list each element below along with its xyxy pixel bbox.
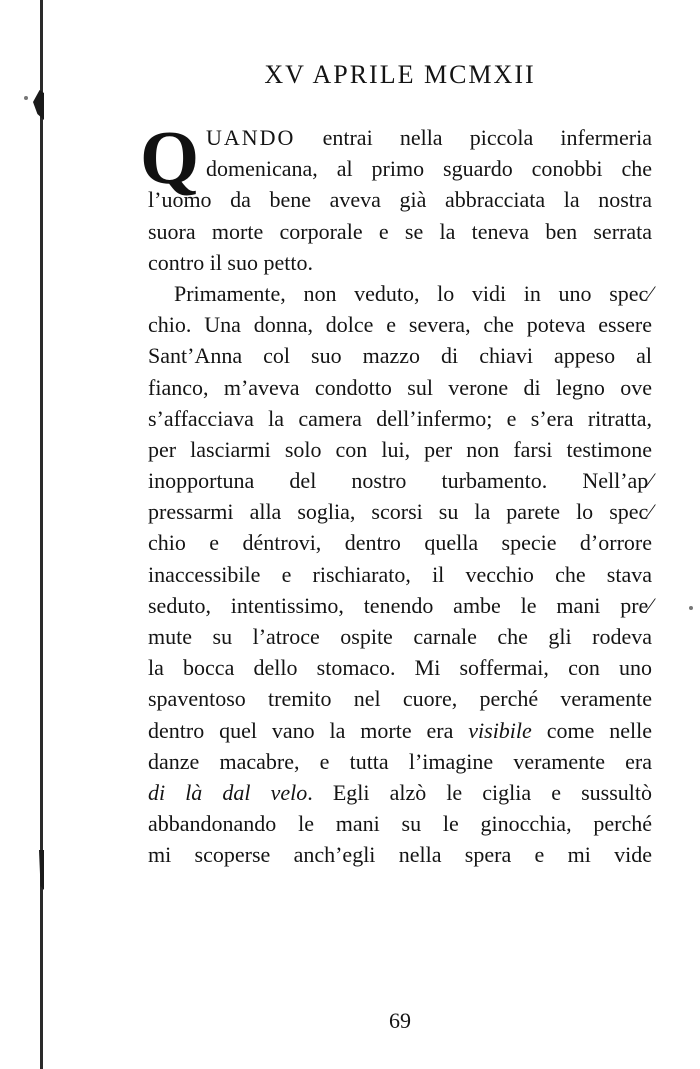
body-text [148, 122, 652, 871]
text-line: fianco, m’aveva condotto sul verone di legno ove [148, 374, 652, 400]
paper-speck [689, 606, 693, 610]
drop-cap: Q [140, 116, 200, 200]
text-line: di là dal velo. Egli alzò le ciglia e sussultò [148, 779, 652, 805]
binding-edge [40, 0, 43, 1069]
text-line: mi scoperse anch’egli nella spera e mi vide [148, 842, 652, 868]
page-number: 69 [389, 1008, 411, 1033]
running-header: XV APRILE MCMXII [264, 60, 536, 89]
text-line: l’uomo da bene aveva già abbracciata la nostra [148, 187, 652, 213]
text-line: suora morte corporale e se la teneva ben serrata [148, 218, 652, 244]
text-line: chio e déntrovi, dentro quella specie d’orrore [148, 530, 652, 556]
text-line: seduto, intentissimo, tenendo ambe le mani pre⁄ [148, 592, 652, 618]
text-line: chio. Una donna, dolce e severa, che poteva essere [148, 312, 652, 338]
text-line: inaccessibile e rischiarato, il vecchio che stava [148, 561, 652, 587]
binding-mark [33, 90, 44, 120]
text-line: Sant’Anna col suo mazzo di chiavi appeso al [148, 343, 652, 369]
text-line: abbandonando le mani su le ginocchia, perché [148, 811, 652, 837]
italic-word: visibile [468, 717, 532, 743]
text-line: spaventoso tremito nel cuore, perché veramente [148, 686, 652, 712]
text-line: pressarmi alla soglia, scorsi su la parete lo spec⁄ [148, 499, 652, 525]
text-line: la bocca dello stomaco. Mi soffermai, con uno [148, 655, 652, 681]
text-line: contro il suo petto. [148, 249, 313, 275]
text-line: s’affacciava la camera dell’infermo; e s’era ritratta, [148, 405, 652, 431]
text-line: domenicana, al primo sguardo conobbi che [206, 156, 652, 182]
text-line: per lasciarmi solo con lui, per non farsi testimone [148, 436, 652, 462]
text-line: mute su l’atroce ospite carnale che gli rodeva [148, 624, 652, 649]
text-line: UANDO entrai nella piccola infermeria [206, 125, 652, 150]
text-line: inopportuna del nostro turbamento. Nell’ap⁄ [148, 468, 652, 494]
paper-speck [24, 96, 28, 100]
text-line: Primamente, non veduto, lo vidi in uno spec⁄ [174, 280, 652, 306]
italic-phrase: di là dal velo [148, 779, 308, 805]
text-line: danze macabre, e tutta l’imagine veramente era [148, 748, 652, 774]
text-line: dentro quel vano la morte era visibile come nelle [148, 717, 652, 743]
